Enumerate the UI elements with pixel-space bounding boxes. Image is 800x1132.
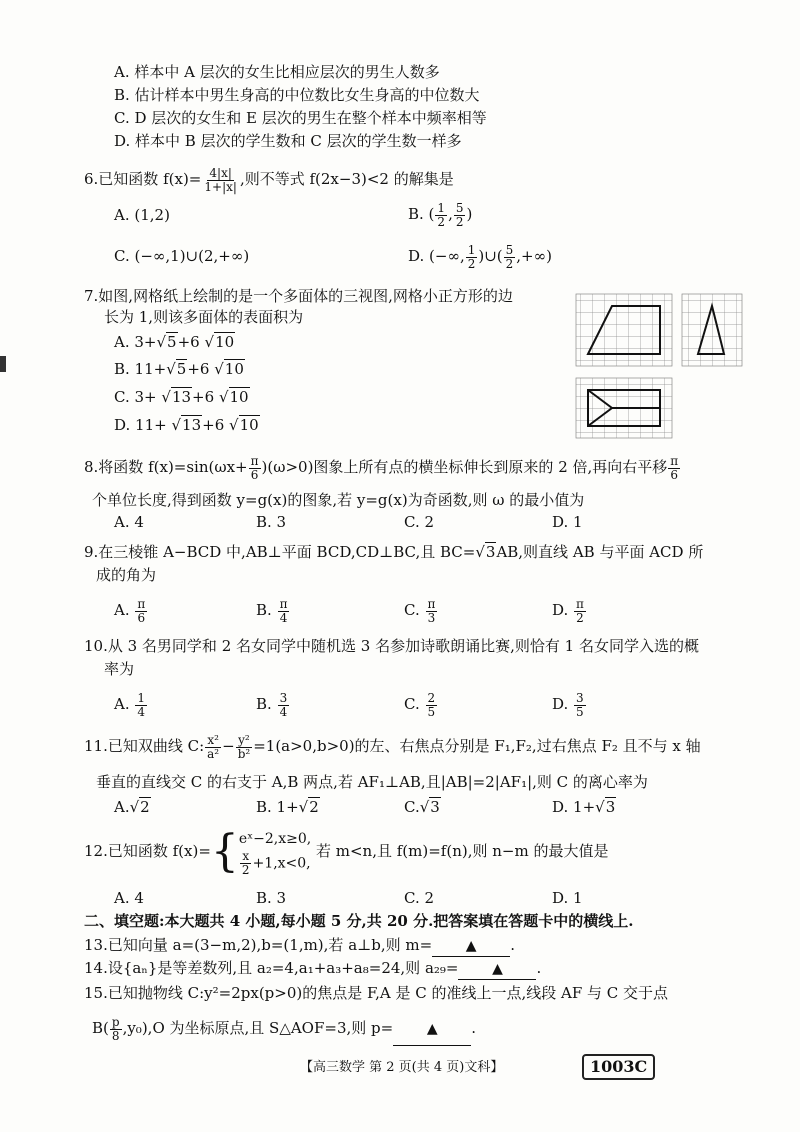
q12-case2-frac <box>240 850 252 877</box>
q9-sqrt: √ <box>475 543 485 561</box>
q6-stem-a: 6.已知函数 <box>84 170 164 188</box>
q11-optb-r: 2 <box>309 798 319 816</box>
q6-f-half-n: 1 <box>437 200 446 215</box>
q9-line1-b: AB,则直线 AB 与平面 ACD 所 <box>496 543 704 561</box>
q7-optd-r1: 13 <box>182 416 202 434</box>
q14 <box>84 958 541 980</box>
q7-optd-sqrt2: √ <box>229 416 239 434</box>
q10-optb-frac <box>278 692 290 719</box>
q8-line1-b: )(ω>0)图象上所有点的横坐标伸长到原来的 2 倍,再向右平移 <box>261 458 668 476</box>
q12-stem-a: 12.已知函数 f(x)= <box>84 842 211 860</box>
q10-optc-d: 5 <box>427 704 436 719</box>
q9-r3: 3 <box>485 543 496 561</box>
q6-num: 4|x| <box>209 165 232 180</box>
q6-fraction <box>202 167 239 194</box>
q11-frac-y <box>236 734 253 761</box>
q7-optc-r1: 13 <box>171 388 192 406</box>
q11-optb-sqrt: √ <box>298 798 309 816</box>
q13-end: . <box>510 936 515 954</box>
q8-option-c: C. 2 <box>404 513 435 531</box>
q12-case1: eˣ−2,x≥0, <box>238 830 312 847</box>
q6-f52-n: 5 <box>455 200 464 215</box>
q7-option-c <box>114 387 250 407</box>
q8-line2: 个单位长度,得到函数 y=g(x)的图象,若 y=g(x)为奇函数,则 ω 的最小值为 <box>92 491 585 509</box>
q9-option-b <box>256 594 290 626</box>
q6-f52-d: 2 <box>455 214 464 229</box>
q9-optc-d: 3 <box>427 610 436 625</box>
q10-optd-n: 3 <box>576 690 584 705</box>
q7-opta-sqrt1: √ <box>156 333 167 351</box>
q11-optc-a: C. <box>404 798 420 816</box>
q6-f-half-d: 2 <box>437 214 446 229</box>
q11-b2: b² <box>237 746 251 761</box>
q10-optc-label: C. <box>404 695 420 713</box>
q12-case2-num: x <box>242 848 250 863</box>
front-view <box>576 294 672 366</box>
q11-opta-sqrt: √ <box>129 798 140 816</box>
q10-optc-frac <box>426 692 438 719</box>
q11-y2: y² <box>238 732 250 747</box>
q11-option-d <box>552 797 616 817</box>
q11-optb-a: B. 1+ <box>256 798 299 816</box>
q7-optc-a: C. 3+ <box>114 388 157 406</box>
q10-line1: 10.从 3 名男同学和 2 名女同学中随机选 3 名参加诗歌朗诵比赛,则恰有 1 名女同学入选的概 <box>84 637 699 655</box>
q6-optb-pre: B. ( <box>408 205 435 223</box>
q10-optd-frac <box>574 692 586 719</box>
q11-optc-r: 3 <box>430 798 440 816</box>
q10-opta-label: A. <box>114 695 130 713</box>
q12-piecewise <box>239 828 311 877</box>
q15-line2-b: ,y₀),O 为坐标原点,且 S△AOF=3,则 p= <box>122 1019 394 1037</box>
q13-answer-blank[interactable] <box>432 935 510 957</box>
q9-optd-d: 2 <box>576 610 584 625</box>
q5-option-c: C. D 层次的女生和 E 层次的男生在整个样本中频率相等 <box>114 109 487 127</box>
q11-minus: − <box>222 737 235 755</box>
q11-opta-r: 2 <box>140 798 150 816</box>
q6-optb-post: ) <box>466 205 473 223</box>
q9-line1 <box>84 542 703 562</box>
q7-optd-b: +6 <box>202 416 225 434</box>
binding-mark <box>0 356 6 372</box>
q9-option-d <box>552 594 587 626</box>
q7-optb-r2: 10 <box>224 360 244 378</box>
q6-optd-pre: D. (−∞, <box>408 247 465 265</box>
q15-line2-a: B( <box>92 1019 109 1037</box>
q9-opta-d: 6 <box>137 610 146 625</box>
q10-opta-d: 4 <box>137 704 146 719</box>
q11-x2: x² <box>207 732 219 747</box>
triangle-icon: ▲ <box>465 938 477 954</box>
q9-opta-n: π <box>137 596 146 611</box>
q9-optb-frac <box>278 598 290 625</box>
q6-stem <box>84 162 454 196</box>
q10-option-d <box>552 688 587 720</box>
q8-line1-a: 8.将函数 f(x)=sin(ωx+ <box>84 458 248 476</box>
q6-optd-frac1 <box>466 244 478 271</box>
q9-optb-label: B. <box>256 601 272 619</box>
q11-frac-x <box>205 734 221 761</box>
q13-text: 13.已知向量 a=(3−m,2),b=(1,m),若 a⊥b,则 m= <box>84 936 433 954</box>
q6-den: 1+|x| <box>204 179 237 194</box>
q12-option-b: B. 3 <box>256 889 287 907</box>
q12-option-c: C. 2 <box>404 889 435 907</box>
q11-optc-sqrt: √ <box>419 798 430 816</box>
section2-heading: 二、填空题:本大题共 4 小题,每小题 5 分,共 20 分.把答案填在答题卡中的横线上. <box>84 912 634 930</box>
q6-optd-mid: )∪( <box>478 247 503 265</box>
q10-opta-frac <box>135 692 147 719</box>
triangle-icon: ▲ <box>492 961 503 977</box>
q7-optb-r1: 5 <box>176 360 187 378</box>
triangle-icon: ▲ <box>426 1021 438 1037</box>
q15-eight: 8 <box>111 1028 120 1043</box>
q12-case2 <box>239 850 311 877</box>
q6-optd-52-n: 5 <box>505 242 514 257</box>
q15-end: . <box>471 1019 476 1037</box>
q7-option-d <box>114 415 260 435</box>
q7-line2: 长为 1,则该多面体的表面积为 <box>104 308 304 326</box>
q10-line2: 率为 <box>104 660 135 678</box>
q10-optd-label: D. <box>552 695 569 713</box>
q6-optd-frac2 <box>504 244 516 271</box>
q6-option-c: C. (−∞,1)∪(2,+∞) <box>114 247 250 265</box>
q9-opta-frac <box>135 598 147 625</box>
q8-pi1: π <box>250 453 259 468</box>
q11-optd-sqrt: √ <box>595 798 605 816</box>
three-view-figure <box>568 288 756 444</box>
q11-option-a <box>114 797 151 817</box>
q11-option-c <box>404 797 441 817</box>
q10-optb-d: 4 <box>279 704 288 719</box>
q12-case2-rest: +1,x<0, <box>252 855 311 871</box>
q7-optd-r2: 10 <box>239 416 259 434</box>
q9-line1-a: 9.在三棱锥 A−BCD 中,AB⊥平面 BCD,CD⊥BC,且 BC= <box>84 543 476 561</box>
q8-option-d: D. 1 <box>552 513 583 531</box>
q9-optc-n: π <box>427 596 436 611</box>
q6-optd-post: ,+∞) <box>516 247 552 265</box>
q11-opta-a: A. <box>114 798 130 816</box>
q14-text: 14.设{aₙ}是等差数列,且 a₂=4,a₁+a₃+a₈=24,则 a₂₉= <box>84 959 459 977</box>
q10-optd-d: 5 <box>576 704 584 719</box>
q7-option-a <box>114 332 235 352</box>
q15-p: p <box>111 1014 120 1029</box>
q7-line1: 7.如图,网格纸上绘制的是一个多面体的三视图,网格小正方形的边 <box>84 287 513 305</box>
q11-line2: 垂直的直线交 C 的右支于 A,B 两点,若 AF₁⊥AB,且|AB|=2|AF₁|,则 C 的离心率为 <box>96 773 648 791</box>
q12-option-d: D. 1 <box>552 889 583 907</box>
q13 <box>84 935 515 957</box>
paper-code: 1003C <box>582 1054 655 1080</box>
q7-optd-sqrt1: √ <box>171 416 182 434</box>
q9-optc-frac <box>426 598 438 625</box>
q7-optb-sqrt1: √ <box>166 360 176 378</box>
q7-optc-b: +6 <box>192 388 215 406</box>
q6-optb-frac2 <box>454 202 466 229</box>
q10-option-b <box>256 688 290 720</box>
q7-opta-sqrt2: √ <box>204 333 215 351</box>
q5-option-a: A. 样本中 A 层次的女生比相应层次的男生人数多 <box>114 63 440 81</box>
q15-answer-blank[interactable] <box>393 1012 471 1046</box>
q9-optc-label: C. <box>404 601 420 619</box>
q11-optd-a: D. 1+ <box>552 798 596 816</box>
q7-opta-b: +6 <box>177 333 200 351</box>
q8-frac1 <box>249 455 261 482</box>
q10-optb-n: 3 <box>279 690 288 705</box>
q8-six2: 6 <box>670 467 679 482</box>
q9-option-c <box>404 594 438 626</box>
q11-line1 <box>84 730 701 762</box>
q8-option-b: B. 3 <box>256 513 287 531</box>
q5-option-b: B. 估计样本中男生身高的中位数比女生身高的中位数大 <box>114 86 480 104</box>
q10-option-c <box>404 688 438 720</box>
q9-option-a <box>114 594 148 626</box>
q7-option-b <box>114 359 245 379</box>
q6-stem-b: ,则不等式 f(2x−3)<2 的解集是 <box>239 170 454 188</box>
q7-optd-a: D. 11+ <box>114 416 167 434</box>
q7-optc-sqrt1: √ <box>161 388 171 406</box>
q11-option-b <box>256 797 320 817</box>
q6-optd-half-n: 1 <box>467 242 476 257</box>
q11-a2: a² <box>207 746 220 761</box>
q12-brace: { <box>210 826 239 877</box>
q8-frac2 <box>668 455 680 482</box>
q6-option-a: A. (1,2) <box>114 206 170 224</box>
q7-opta-r1: 5 <box>167 333 177 351</box>
q7-optb-a: B. 11+ <box>114 360 167 378</box>
q8-option-a: A. 4 <box>114 513 144 531</box>
q10-optc-n: 2 <box>427 690 436 705</box>
q15-frac <box>110 1016 122 1043</box>
q10-opta-n: 1 <box>137 690 146 705</box>
q6-optd-52-d: 2 <box>505 256 514 271</box>
q11-line1-a: 11.已知双曲线 C: <box>84 737 205 755</box>
q10-optb-label: B. <box>256 695 272 713</box>
q6-optd-half-d: 2 <box>467 256 476 271</box>
q12-stem-b: 若 m<n,且 f(m)=f(n),则 n−m 的最大值是 <box>316 842 609 860</box>
q11-optd-r: 3 <box>605 798 616 816</box>
q12-case2-den: 2 <box>241 862 250 877</box>
q9-opta-label: A. <box>114 601 130 619</box>
q14-answer-blank[interactable] <box>458 958 536 980</box>
q9-optb-d: 4 <box>279 610 288 625</box>
q7-optb-b: +6 <box>187 360 210 378</box>
top-view <box>576 378 672 438</box>
q6-optb-frac1 <box>435 202 447 229</box>
q9-optb-n: π <box>279 596 288 611</box>
q9-optd-label: D. <box>552 601 569 619</box>
q8-six1: 6 <box>250 467 259 482</box>
q15-line2 <box>92 1012 476 1046</box>
q8-pi2: π <box>670 453 679 468</box>
q7-optc-sqrt2: √ <box>218 388 229 406</box>
side-view <box>682 294 742 366</box>
q9-optd-n: π <box>576 596 584 611</box>
q7-opta-a: A. 3+ <box>114 333 157 351</box>
q6-option-b: B. ( $\frac{1}{2}$ , $\frac{5}{2}$ ) <box>408 200 473 229</box>
q6-fx: f(x)= <box>163 170 202 188</box>
q10-option-a <box>114 688 148 720</box>
q12-stem <box>84 826 608 877</box>
q14-end: . <box>536 959 542 977</box>
q7-optb-sqrt2: √ <box>214 360 224 378</box>
page-footer: 【高三数学 第 2 页(共 4 页)文科】 <box>300 1060 504 1075</box>
q11-line1-b: =1(a>0,b>0)的左、右焦点分别是 F₁,F₂,过右焦点 F₂ 且不与 x 轴 <box>253 737 701 755</box>
q6-option-d <box>408 240 552 272</box>
q8-line1 <box>84 450 681 484</box>
q7-optc-r2: 10 <box>229 388 249 406</box>
q5-option-d: D. 样本中 B 层次的学生数和 C 层次的学生数一样多 <box>114 132 462 150</box>
q12-option-a: A. 4 <box>114 889 144 907</box>
q7-opta-r2: 10 <box>215 333 235 351</box>
q15-line1: 15.已知抛物线 C:y²=2px(p>0)的焦点是 F,A 是 C 的准线上一点,线段 AF 与 C 交于点 <box>84 984 669 1002</box>
q9-line2: 成的角为 <box>96 566 157 584</box>
q9-optd-frac <box>574 598 586 625</box>
